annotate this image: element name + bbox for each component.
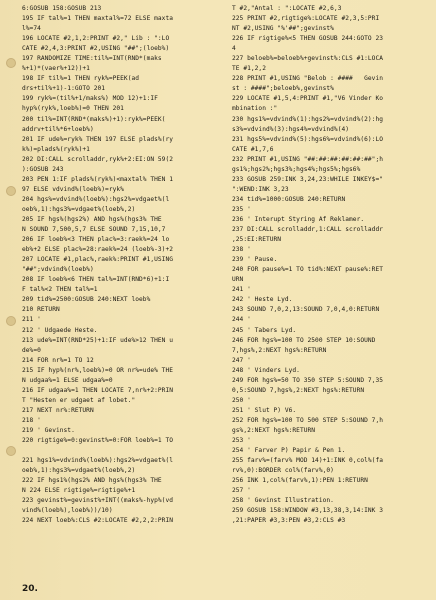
code-line: ,21:PAPER #3,3:PEN #3,2:CLS #3	[232, 517, 346, 525]
code-line: 222 IF hgs1%(hgs2% AND hgs%(hgs3% THE	[22, 477, 162, 485]
code-line: N 224 ELSE rigtige%=rigtige%+1	[22, 487, 136, 495]
code-line: 234 tid%=1000:GOSUB 240:RETURN	[232, 195, 346, 203]
code-line: 211 '	[22, 316, 41, 324]
punch-hole	[6, 186, 16, 196]
code-line: 210 RETURN	[22, 306, 60, 314]
code-line: 250 '	[232, 396, 251, 404]
code-line: 197 RANDOMIZE TIME:til%=INT(RND*(maks	[22, 55, 162, 63]
code-line: N udgaa%=1 ELSE udgaa%=0	[22, 376, 113, 384]
code-line: gs1%;hgs2%;hgs3%;hgs4%;hgs5%;hgs6%	[232, 165, 361, 173]
code-line: l%=74	[22, 25, 41, 33]
code-line: oeb%,1):hgs3%=vdgaet%(loeb%,2)	[22, 467, 136, 475]
code-line: 253 '	[232, 437, 251, 445]
right-code-column	[232, 4, 432, 526]
code-line: 225 PRINT #2,rigtige%:LOCATE #2,3,5:PRI	[232, 15, 380, 23]
code-line: 216 IF udgaa%=1 THEN LOCATE 7,nr%+2:PRIN	[22, 386, 174, 394]
punch-hole	[6, 316, 16, 326]
code-line: ):GOSUB 243	[22, 165, 64, 173]
code-line: vind%(loeb%),loeb%))/10)	[22, 507, 113, 515]
code-line: de%=0	[22, 346, 41, 354]
code-line: CATE #1,7,6	[232, 145, 274, 153]
code-line: 223 gevinst%=gevinst%+INT((maks%-hyp%(vd	[22, 497, 174, 505]
code-line: 237 DI:CALL scrolladdr,1:CALL scrolladdr	[232, 226, 384, 234]
code-line: 236 ' Interupt Styring Af Reklamer.	[232, 215, 365, 223]
code-line: TE #1,2,2	[232, 65, 266, 73]
code-line: hyp%(ryk%,loeb%)=0 THEN 201	[22, 105, 124, 113]
code-line: 228 PRINT #1,USING "Belob : #### Gevin	[232, 75, 384, 83]
code-line: 230 hgs1%=vdvind%(1):hgs2%=vdvind%(2):hg	[232, 115, 384, 123]
code-line: 201 IF ude%=ryk% THEN 197 ELSE plads%(ry	[22, 135, 174, 143]
code-line: T "Hesten er udgaet af lobet."	[22, 396, 136, 404]
code-line: 229 LOCATE #1,5,4:PRINT #1,"V6 Vinder Ko	[232, 95, 384, 103]
code-line: s3%=vdvind%(3):hgs4%=vdvind%(4)	[232, 125, 350, 133]
code-line: 207 LOCATE #1,plac%,raek%:PRINT #1,USING	[22, 256, 174, 264]
code-line: eb%+2 ELSE plac%=28:raek%=24 (loeb%-3)+2	[22, 246, 174, 254]
code-line: rv%,0):BORDER col%(farv%,0)	[232, 467, 334, 475]
code-line: 239 ' Pause.	[232, 256, 278, 264]
code-line: 212 ' Udgaede Heste.	[22, 326, 98, 334]
code-line: 206 IF loeb%<3 THEN plac%=3:raek%=24 lo	[22, 236, 170, 244]
code-line: 251 ' Slut P) V6.	[232, 406, 297, 414]
code-line: 248 ' Vinders Lyd.	[232, 366, 300, 374]
code-line: 200 til%=INT(RND*(maks%)+1):ryk%=PEEK(	[22, 115, 166, 123]
code-line: 97 ELSE vdvind%(loeb%)=ryk%	[22, 185, 124, 193]
code-line: F tal%<2 THEN tal%=1	[22, 286, 98, 294]
code-line: 256 INK 1,col%(farv%,1):PEN 1:RETURN	[232, 477, 368, 485]
code-line: drs+til%+1)-1:GOTO 201	[22, 85, 106, 93]
code-line: 202 DI:CALL scrolladdr,ryk%+2:EI:ON 59(2	[22, 155, 174, 163]
code-line: %+1)*(vaer%+12))+1	[22, 65, 90, 73]
code-line: 217 NEXT nr%:RETURN	[22, 406, 94, 414]
code-line: 0,5:SOUND 7,hgs%,2:NEXT hgs%:RETURN	[232, 386, 365, 394]
code-line: 214 FOR nr%=1 TO 12	[22, 356, 94, 364]
code-line: URN	[232, 276, 244, 284]
code-line: k%)=plads%(ryk%)+1	[22, 145, 90, 153]
code-line: 244 '	[232, 316, 251, 324]
code-line: 240 FOR pause%=1 TO tid%:NEXT pause%:RET	[232, 266, 384, 274]
code-line: 249 FOR hgs%=50 TO 350 STEP 5:SOUND 7,35	[232, 376, 384, 384]
code-line: 213 ude%=INT(RND*25)+1:IF ude%>12 THEN u	[22, 336, 174, 344]
code-line: addrv+til%*6+loeb%)	[22, 125, 94, 133]
code-line: 247 '	[232, 356, 251, 364]
code-line: 209 tid%=2500:GOSUB 240:NEXT loeb%	[22, 296, 151, 304]
code-line: 196 LOCATE #2,1,2:PRINT #2," Lib : ":LO	[22, 35, 170, 43]
code-line: 242 ' Heste Lyd.	[232, 296, 293, 304]
code-line: N SOUND 7,500,5,7 ELSE SOUND 7,15,10,7	[22, 226, 166, 234]
code-line: 6:GOSUB 158:GOSUB 213	[22, 5, 102, 12]
code-line: NT #2,USING "%'##";gevinst%	[232, 25, 334, 33]
code-line: 233 GOSUB 259:INK 3,24,23:WHILE INKEY$="	[232, 175, 384, 183]
code-line: 224 NEXT loeb%:CLS #2:LOCATE #2,2,2:PRIN	[22, 517, 174, 525]
code-line: st : ####";beloeb%,gevinst%	[232, 85, 334, 93]
code-line: 219 ' Gevinst.	[22, 426, 75, 434]
code-line: gs%,2:NEXT hgs%:RETURN	[232, 426, 316, 434]
code-line	[22, 446, 220, 456]
code-line: 231 hgs5%=vdvind%(5):hgs6%=vdvind%(6):LO	[232, 135, 384, 143]
code-line: CATE #2,4,3:PRINT #2,USING "##";(loeb%)	[22, 45, 170, 53]
punch-hole	[6, 446, 16, 456]
code-line: 232 PRINT #1,USING "##:##:##:##:##:##";h	[232, 155, 384, 163]
code-line: 255 farv%=(farv% MOD 14)+1:INK 0,col%(fa	[232, 457, 384, 465]
code-line: 204 hgs%=vdvind%(loeb%):hgs2%=vdgaet%(l	[22, 195, 170, 203]
code-line: 257 '	[232, 487, 251, 495]
code-line: 203 PEN 1:IF plads%(ryk%)<maxtal% THEN 1	[22, 175, 174, 183]
code-line: 245 ' Tabers Lyd.	[232, 326, 297, 334]
page-number: 20.	[22, 584, 38, 594]
code-line: 208 IF loeb%<6 THEN tal%=INT(RND*6)+1:I	[22, 276, 170, 284]
code-line: 7,hgs%,2:NEXT hgs%:RETURN	[232, 346, 327, 354]
code-line: ,25:EI:RETURN	[232, 236, 282, 244]
punch-hole	[6, 58, 16, 68]
code-line: mbination :"	[232, 105, 278, 113]
code-line: 246 FOR hgs%=100 TO 2500 STEP 10:SOUND	[232, 336, 376, 344]
code-line: 238 '	[232, 246, 251, 254]
code-line: ":WEND:INK 3,23	[232, 185, 289, 193]
code-line: oeb%,1):hgs3%=vdgaet%(loeb%,2)	[22, 205, 136, 213]
code-line: 258 ' Gevinst Illustration.	[232, 497, 334, 505]
code-line: T #2,"Antal : ":LOCATE #2,6,3	[232, 5, 342, 12]
code-line: 235 '	[232, 205, 251, 213]
code-line: 4	[232, 45, 236, 53]
code-line: 220 rigtige%=0:gevinst%=0:FOR loeb%=1 TO	[22, 437, 174, 445]
code-line: 241 '	[232, 286, 251, 294]
code-line: 195 IF tal%=1 THEN maxtal%=72 ELSE maxta	[22, 15, 174, 23]
code-line: 199 ryk%=(til%+1/maks%) MOD 12)+1:IF	[22, 95, 158, 103]
code-line: "##";vdvind%(loeb%)	[22, 266, 94, 274]
code-line: 243 SOUND 7,0,2,13:SOUND 7,0,4,0:RETURN	[232, 306, 380, 314]
code-line: 215 IF hyp%(nr%,loeb%)=0 OR nr%=ude% THE	[22, 366, 174, 374]
code-line: 259 GOSUB 158:WINDOW #3,13,38,3,14:INK 3	[232, 507, 384, 515]
code-line: 198 IF til%=1 THEN ryk%=PEEK(ad	[22, 75, 140, 83]
code-line: 226 IF rigtige%<5 THEN GOSUB 244:GOTO 23	[232, 35, 384, 43]
code-line: 254 ' Farver P) Papir & Pen 1.	[232, 447, 346, 455]
code-line: 205 IF hgs%(hgs2%) AND hgs%(hgs3% THE	[22, 215, 162, 223]
left-code-column	[22, 4, 220, 526]
code-line: 221 hgs1%=vdvind%(loeb%):hgs2%=vdgaet%(l	[22, 457, 174, 465]
code-line: 227 beloeb%=beloeb%+gevinst%:CLS #1:LOCA	[232, 55, 384, 63]
code-line: 252 FOR hgs%=100 TO 500 STEP 5:SOUND 7,h	[232, 416, 384, 424]
code-line: 218 '	[22, 416, 41, 424]
